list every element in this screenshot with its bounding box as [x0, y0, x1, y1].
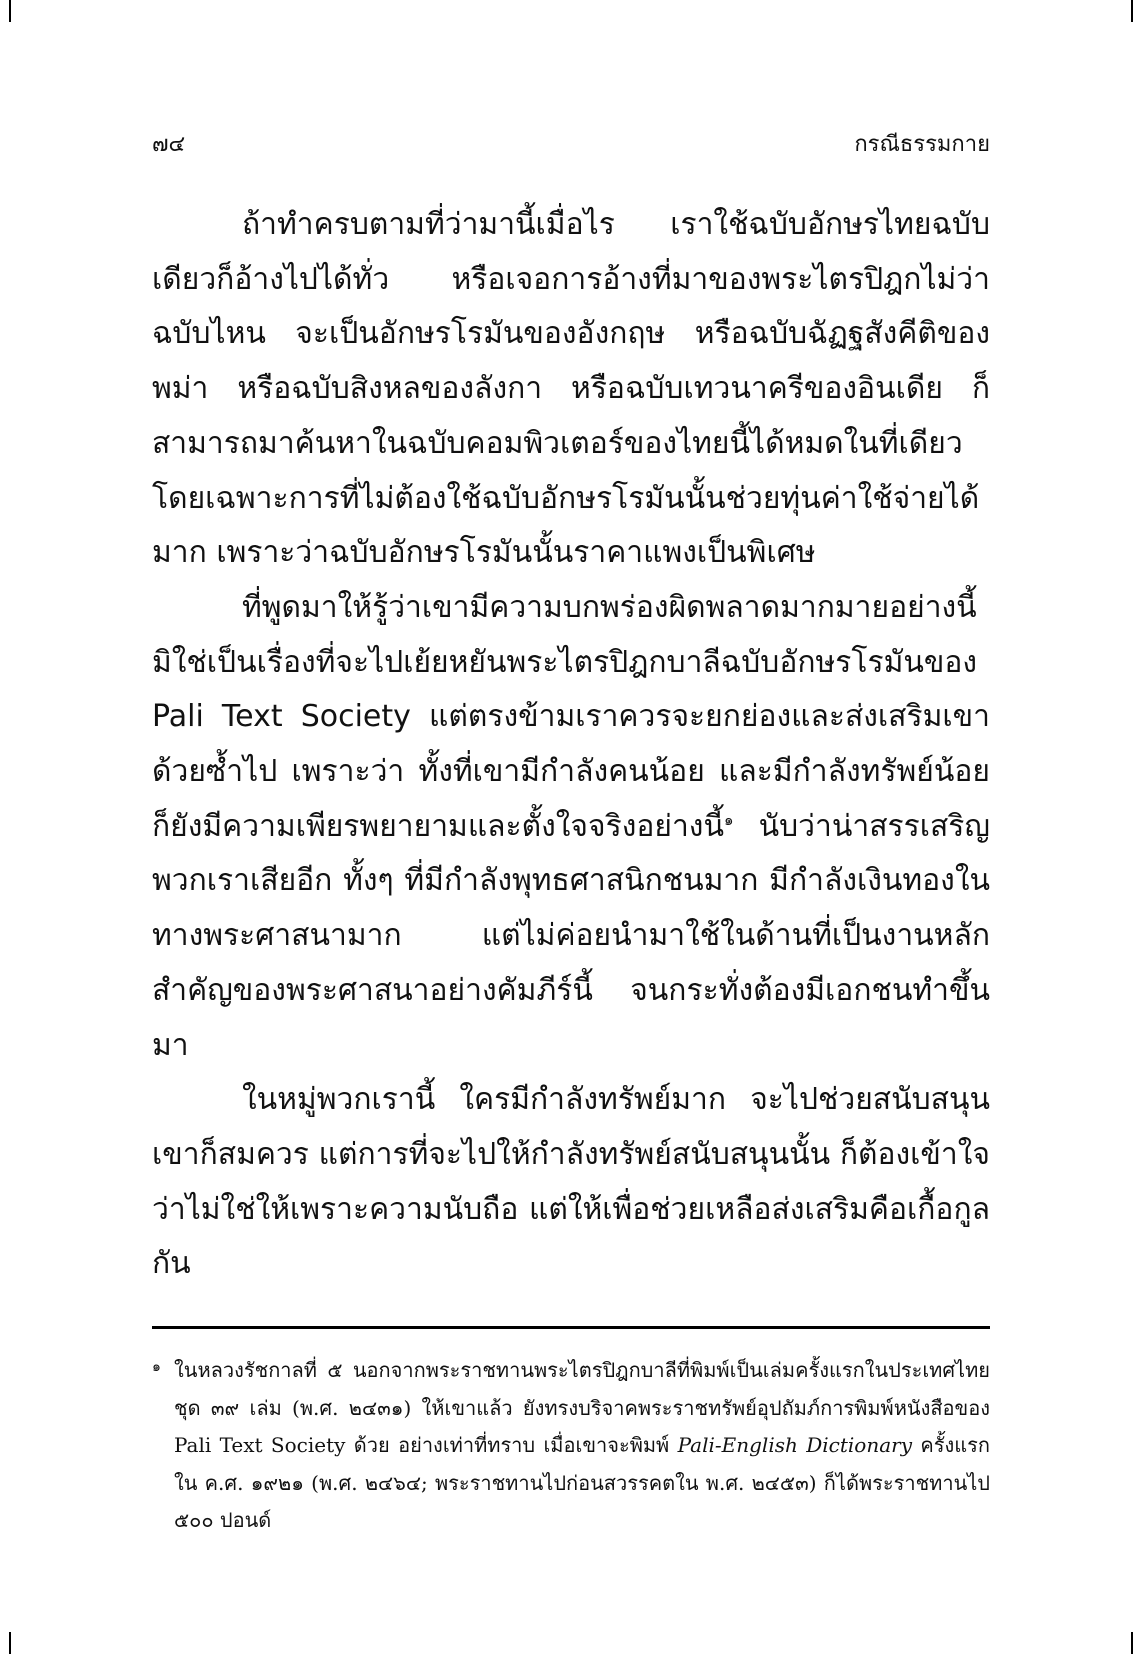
paragraph-2-part-2: นับว่าน่าสรรเสริญ พวกเราเสียอีก ทั้งๆ ที่มีกำลังพุทธศาสนิกชนมาก มีกำลังเงินทองในทางพระศาสนามาก แต่ไม่ค่อยนำมาใช้ในด้านที่เป็นงานหลักสำคัญของพระศาสนาอย่างคัมภีร์นี้ จนกระทั่งต้องมีเอกชนทำขึ้นมา [152, 808, 990, 1063]
footnote [152, 1352, 990, 1540]
footnote-text-part-2: ครั้งแรก ใน ค.ศ. ๑๙๒๑ (พ.ศ. ๒๔๖๔; พระราชทานไปก่อนสวรรคตใน พ.ศ. ๒๔๕๓) ก็ได้พระราชทานไป ๕๐๐ ปอนด์ [174, 1433, 990, 1532]
crop-mark-top-left [9, 0, 11, 22]
crop-mark-bottom-right [1131, 1632, 1133, 1654]
paragraph-2 [152, 581, 990, 1073]
footnote-text-part-1: ในหลวงรัชกาลที่ ๕ นอกจากพระราชทานพระไตรปิฎกบาลีที่พิมพ์เป็นเล่มครั้งแรกในประเทศไทย ชุด ๓๙ เล่ม (พ.ศ. ๒๔๓๑) ให้เขาแล้ว ยังทรงบริจาคพระราชทรัพย์อุปถัมภ์การพิมพ์หนังสือของ Pali Text Society ด้วย อย่างเท่าที่ทราบ เมื่อเขาจะพิมพ์ [174, 1358, 990, 1457]
footnote-book-title: Pali-English Dictionary [677, 1433, 912, 1457]
crop-mark-bottom-left [9, 1632, 11, 1654]
crop-mark-top-right [1131, 0, 1133, 22]
main-text [152, 198, 990, 1292]
footnote-reference[interactable]: ๑ [723, 810, 734, 829]
paragraph-2-part-1: ที่พูดมาให้รู้ว่าเขามีความบกพร่องผิดพลาดมากมายอย่างนี้ มิใช่เป็นเรื่องที่จะไปเย้ยหยันพระไตรปิฎกบาลีฉบับอักษรโรมันของ Pali Text Society แต่ตรงข้ามเราควรจะยกย่องและส่งเสริมเขาด้วยซ้ำไป เพราะว่า ทั้งที่เขามีกำลังคนน้อย และมีกำลังทรัพย์น้อยก็ยังมีความเพียรพยายามและตั้งใจจริงอย่างนี้ [152, 589, 990, 844]
running-title: กรณีธรรมกาย [854, 132, 990, 157]
paragraph-1: ถ้าทำครบตามที่ว่ามานี้เมื่อไร เราใช้ฉบับอักษรไทยฉบับเดียวก็อ้างไปได้ทั่ว หรือเจอการอ้างที่มาของพระไตรปิฎกไม่ว่าฉบับไหน จะเป็นอักษรโรมันของอังกฤษ หรือฉบับฉัฏฐสังคีติของพม่า หรือฉบับสิงหลของลังกา หรือฉบับเทวนาครีของอินเดีย ก็สามารถมาค้นหาในฉบับคอมพิวเตอร์ของไทยนี้ได้หมดในที่เดียว โดยเฉพาะการที่ไม่ต้องใช้ฉบับอักษรโรมันนั้นช่วยทุ่นค่าใช้จ่ายได้มาก เพราะว่าฉบับอักษรโรมันนั้นราคาแพงเป็นพิเศษ [152, 207, 990, 571]
footnote-number: ๑ [152, 1359, 161, 1375]
page-number: ๗๔ [152, 132, 186, 157]
paragraph-3: ในหมู่พวกเรานี้ ใครมีกำลังทรัพย์มาก จะไปช่วยสนับสนุนเขาก็สมควร แต่การที่จะไปให้กำลังทรัพย์สนับสนุนนั้น ก็ต้องเข้าใจว่าไม่ใช่ให้เพราะความนับถือ แต่ให้เพื่อช่วยเหลือส่งเสริมคือเกื้อกูลกัน [152, 1082, 990, 1282]
footnote-separator [152, 1326, 990, 1329]
page-header [152, 126, 990, 160]
